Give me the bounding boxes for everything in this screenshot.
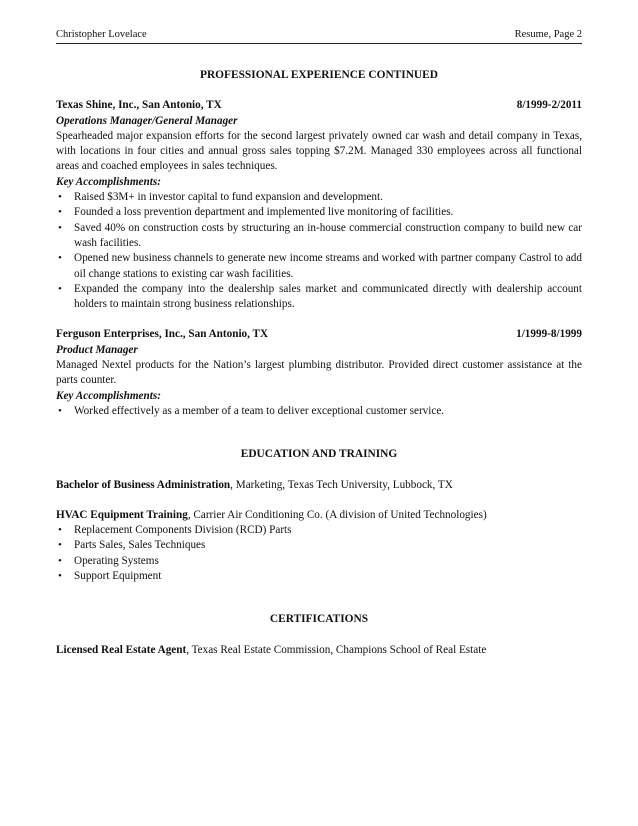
key-accomplishments-label: Key Accomplishments: (56, 175, 161, 188)
training-item: • Support Equipment (56, 569, 582, 584)
certification-detail: , Texas Real Estate Commission, Champions School of Real Estate (186, 643, 487, 656)
accomplishment-item: • Opened new business channels to generate new income streams and worked with partner company Castrol to add oil change stations to existing car wash facilities. (56, 251, 582, 282)
training-list (56, 523, 582, 584)
accomplishment-item: • Worked effectively as a member of a team to deliver exceptional customer service. (56, 404, 582, 419)
training-name: HVAC Equipment Training (56, 508, 188, 521)
degree-line (56, 478, 582, 493)
degree-name: Bachelor of Business Administration (56, 478, 231, 491)
degree-detail: , Marketing, Texas Tech University, Lubbock, TX (230, 478, 453, 491)
job-entry (56, 98, 582, 312)
job-dates: 1/1999-8/1999 (516, 328, 582, 341)
page-header (56, 29, 582, 44)
job-company: Ferguson Enterprises, Inc., San Antonio, TX (56, 328, 269, 341)
education-section-title: EDUCATION AND TRAINING (240, 448, 398, 461)
accomplishment-item: • Raised $3M+ in investor capital to fund expansion and development. (56, 190, 582, 205)
job-company: Texas Shine, Inc., San Antonio, TX (56, 99, 222, 112)
key-accomplishments-label: Key Accomplishments: (56, 389, 161, 402)
certification-line (56, 643, 582, 658)
accomplishment-list (56, 404, 582, 419)
header-name: Christopher Lovelace (56, 29, 147, 40)
job-role: Operations Manager/General Manager (56, 114, 238, 127)
job-summary: Managed Nextel products for the Nation’s largest plumbing distributor. Provided direct customer assistance at the parts counter. (56, 359, 582, 387)
job-header (56, 327, 582, 342)
accomplishment-item: • Saved 40% on construction costs by structuring an in-house commercial construction company to build new car wash facilities. (56, 221, 582, 252)
training-line (56, 508, 582, 523)
training-item: • Replacement Components Division (RCD) Parts (56, 523, 582, 538)
certifications-section-title: CERTIFICATIONS (269, 613, 369, 626)
training-item: • Operating Systems (56, 554, 582, 569)
job-summary: Spearheaded major expansion efforts for the second largest privately owned car wash and detail company in Texas, with locations in four cities and annual gross sales topping $7.2M. Managed 330 employees across all functional areas and coached employees in sales techniques. (56, 129, 582, 173)
training-item: • Parts Sales, Sales Techniques (56, 538, 582, 553)
experience-section-title: PROFESSIONAL EXPERIENCE CONTINUED (200, 69, 438, 81)
job-entry (56, 327, 582, 419)
accomplishment-item: • Expanded the company into the dealership sales market and communicated directly with dealership account holders to maintain strong business relationships. (56, 282, 582, 313)
job-header (56, 98, 582, 113)
job-role: Product Manager (56, 343, 138, 356)
accomplishment-list (56, 190, 582, 312)
certification-name: Licensed Real Estate Agent (56, 643, 187, 656)
training-detail: , Carrier Air Conditioning Co. (A division of United Technologies) (187, 508, 487, 521)
job-dates: 8/1999-2/2011 (516, 99, 582, 112)
header-page-label: Resume, Page 2 (514, 29, 582, 40)
accomplishment-item: • Founded a loss prevention department and implemented live monitoring of facilities. (56, 205, 582, 220)
resume-body (56, 68, 582, 658)
